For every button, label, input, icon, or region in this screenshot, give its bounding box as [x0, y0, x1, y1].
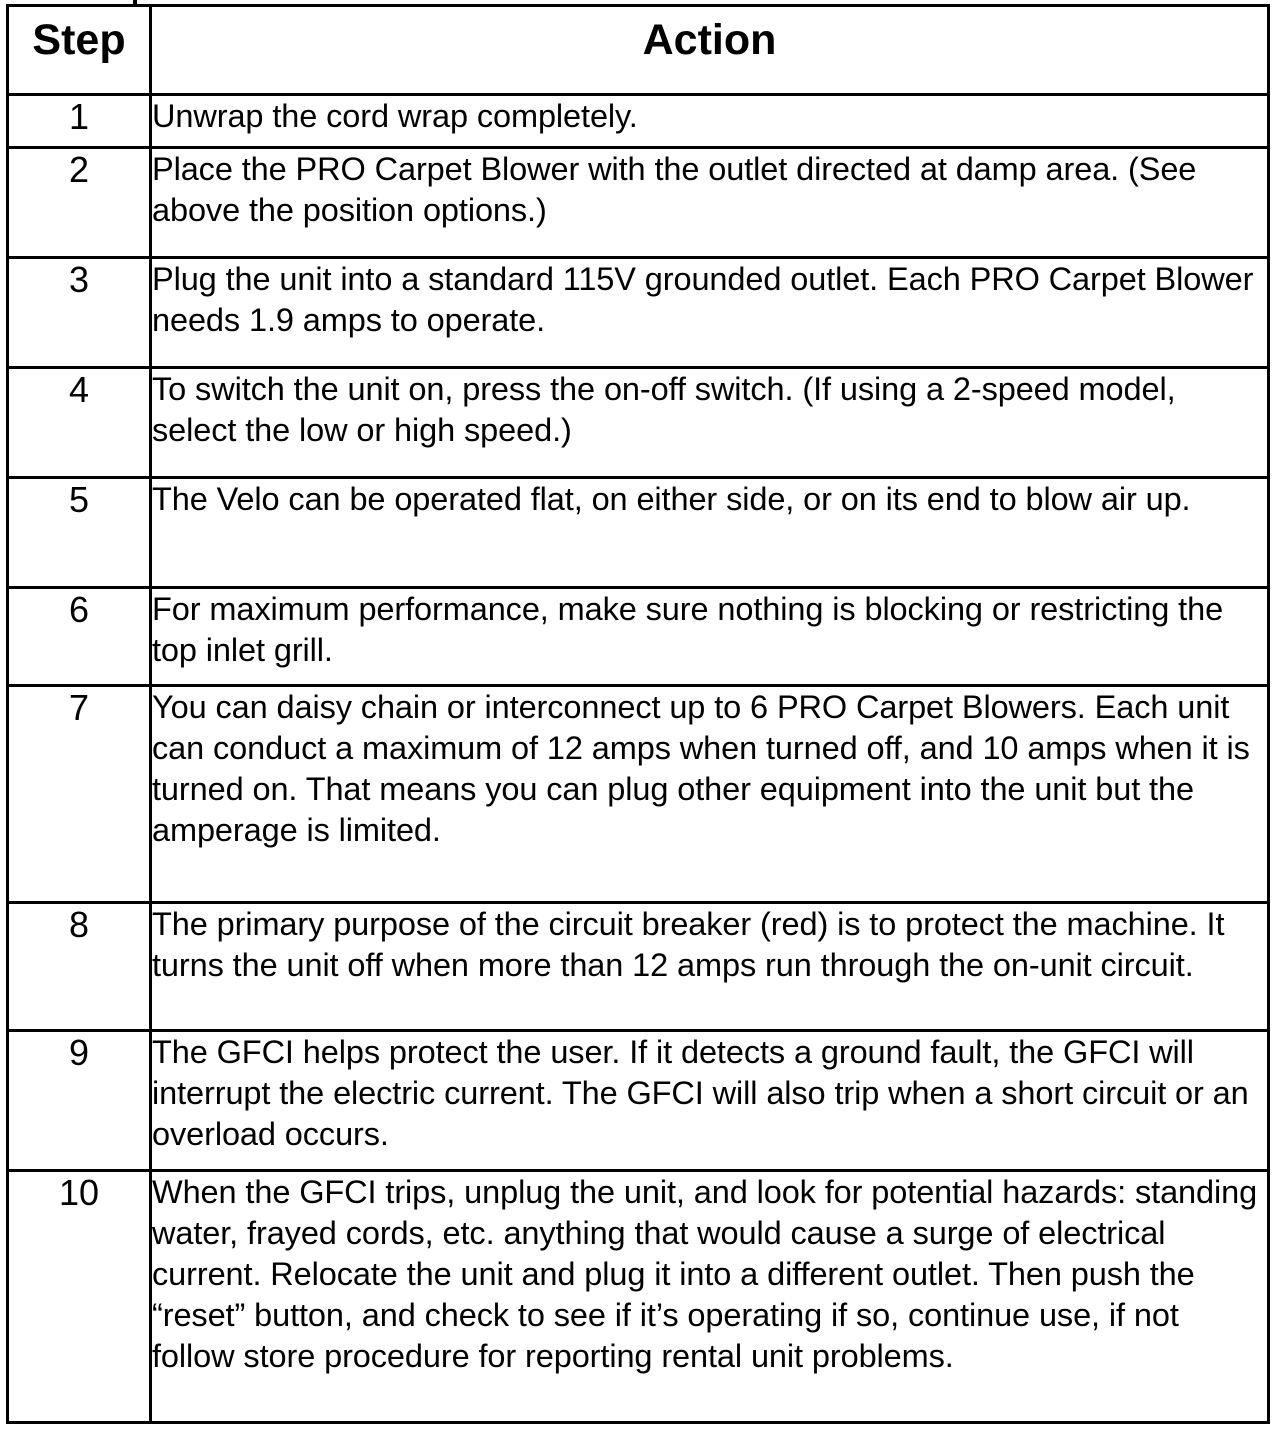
table-row — [8, 95, 1269, 148]
step-action: For maximum performance, make sure nothing is blocking or restricting the top inlet grill. — [151, 588, 1269, 686]
step-action: The GFCI helps protect the user. If it detects a ground fault, the GFCI will interrupt the electric current. The GFCI will also trip when a short circuit or an overload occurs. — [151, 1031, 1269, 1171]
table-row — [8, 258, 1269, 368]
table-row — [8, 686, 1269, 903]
step-number: 9 — [8, 1031, 151, 1171]
header-step: Step — [8, 6, 151, 95]
table-row — [8, 478, 1269, 588]
header-row — [8, 6, 1269, 95]
step-action: Plug the unit into a standard 115V grounded outlet. Each PRO Carpet Blower needs 1.9 amps to operate. — [151, 258, 1269, 368]
steps-body — [8, 95, 1269, 1423]
step-action: The primary purpose of the circuit breaker (red) is to protect the machine. It turns the unit off when more than 12 amps run through the on-unit circuit. — [151, 903, 1269, 1031]
table-row — [8, 1031, 1269, 1171]
step-action: To switch the unit on, press the on-off switch. (If using a 2-speed model, select the low or high speed.) — [151, 368, 1269, 478]
step-number: 3 — [8, 258, 151, 368]
step-action: When the GFCI trips, unplug the unit, and look for potential hazards: standing water, frayed cords, etc. anything that would cause a surge of electrical current. Relocate the unit and plug it into a different outlet. Then push the “reset” button, and check to see if it’s operating if so, continue use, if not follow store procedure for reporting rental unit problems. — [151, 1171, 1269, 1423]
step-number: 1 — [8, 95, 151, 148]
table-row — [8, 588, 1269, 686]
table-row — [8, 148, 1269, 258]
step-number: 6 — [8, 588, 151, 686]
step-number: 2 — [8, 148, 151, 258]
step-number: 5 — [8, 478, 151, 588]
table-row — [8, 368, 1269, 478]
step-action: Unwrap the cord wrap completely. — [151, 95, 1269, 148]
header-action: Action — [151, 6, 1269, 95]
step-action: You can daisy chain or interconnect up to 6 PRO Carpet Blowers. Each unit can conduct a maximum of 12 amps when turned off, and 10 amps when it is turned on. That means you can plug other equipment into the unit but the amperage is limited. — [151, 686, 1269, 903]
step-number: 7 — [8, 686, 151, 903]
step-number: 8 — [8, 903, 151, 1031]
table-row — [8, 1171, 1269, 1423]
step-action: Place the PRO Carpet Blower with the outlet directed at damp area. (See above the position options.) — [151, 148, 1269, 258]
step-number: 4 — [8, 368, 151, 478]
steps-table — [6, 4, 1270, 1424]
step-action: The Velo can be operated flat, on either side, or on its end to blow air up. — [151, 478, 1269, 588]
table-row — [8, 903, 1269, 1031]
step-number: 10 — [8, 1171, 151, 1423]
